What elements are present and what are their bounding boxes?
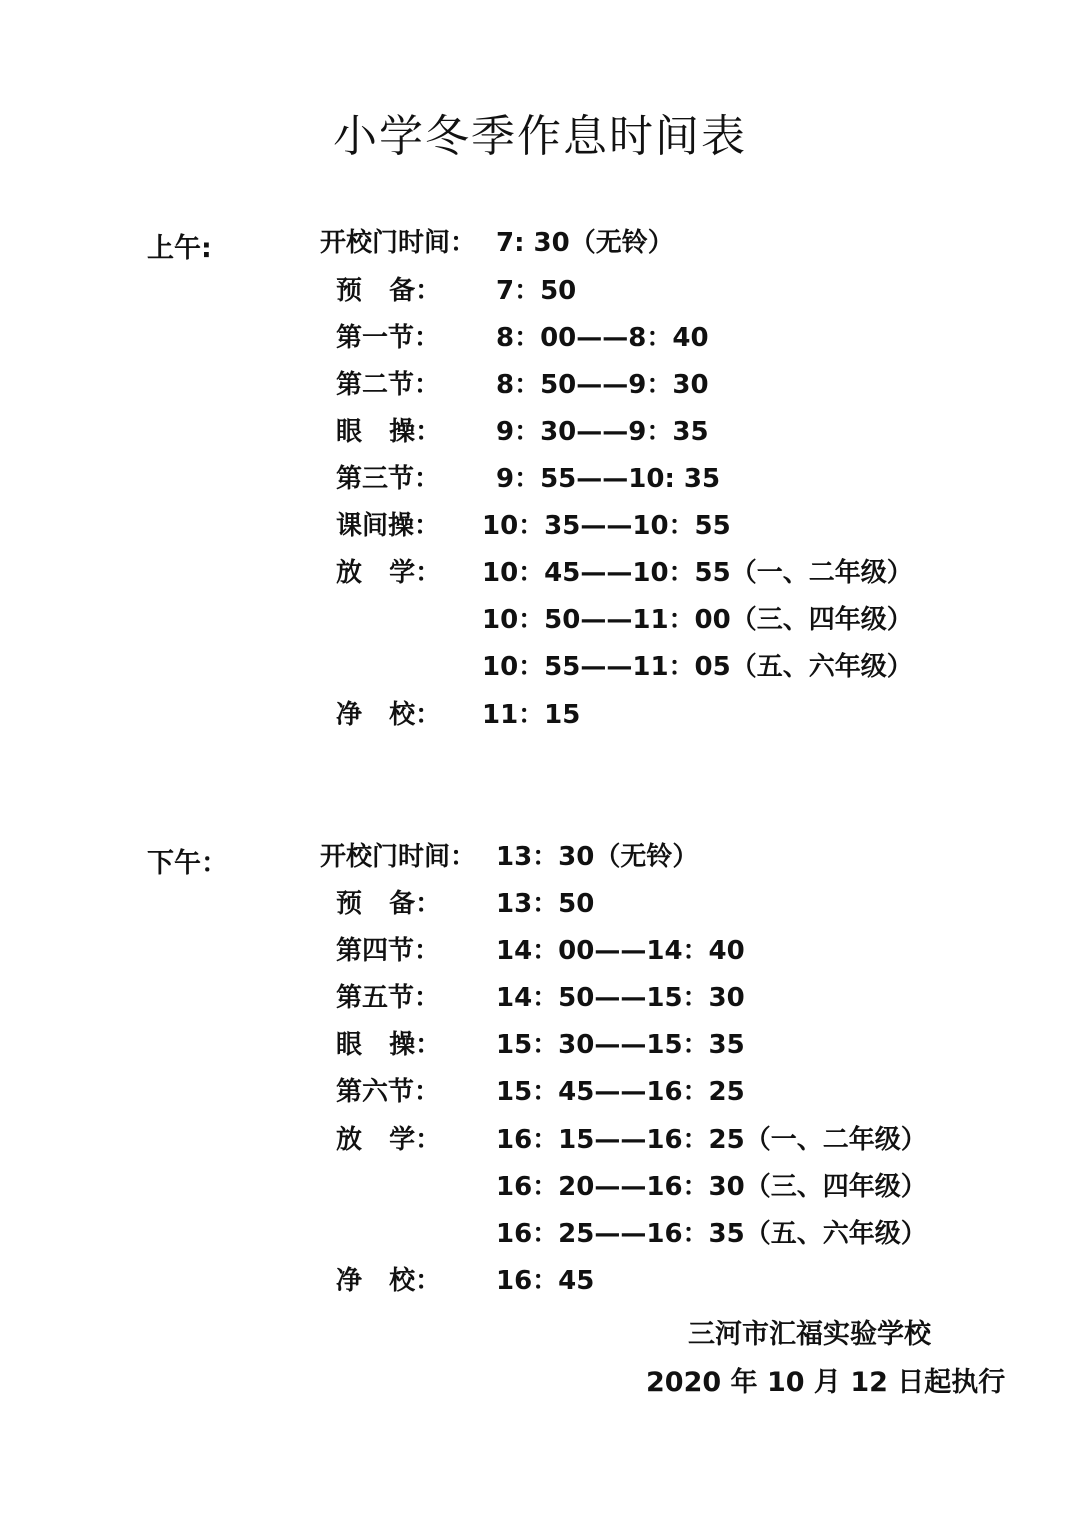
row-value: 9：30——9：35	[496, 417, 709, 447]
row-value: 15：45——16：25	[496, 1077, 745, 1107]
schedule-row-open-gate	[320, 837, 699, 877]
row-label: 放 学：	[336, 1125, 442, 1155]
schedule-row-dismissal-grade-3-4	[336, 1167, 927, 1207]
row-label: 放 学：	[336, 558, 442, 588]
row-value: 16：25——16：35（五、六年级）	[496, 1219, 927, 1249]
row-value: 13：50	[496, 889, 595, 919]
morning-label: 上午:	[147, 233, 212, 264]
row-label: 课间操：	[336, 511, 441, 541]
effective-date: 2020 年 10 月 12 日起执行	[646, 1367, 1006, 1398]
schedule-row-dismissal-grade-5-6	[336, 1214, 927, 1254]
schedule-row-clear-school	[336, 695, 581, 735]
row-value: 7: 30（无铃）	[496, 228, 674, 258]
row-label: 第二节：	[336, 370, 441, 400]
row-label: 眼 操：	[336, 1030, 442, 1060]
row-value: 8：50——9：30	[496, 370, 709, 400]
schedule-row-break-exercise	[336, 506, 731, 546]
row-label: 预 备：	[336, 889, 442, 919]
row-label: 第四节：	[336, 936, 441, 966]
row-value: 15：30——15：35	[496, 1030, 745, 1060]
row-value: 16：20——16：30（三、四年级）	[496, 1172, 927, 1202]
schedule-row-prepare	[336, 884, 595, 924]
row-value: 11：15	[482, 700, 581, 730]
schedule-row-open-gate	[320, 223, 674, 263]
row-value: 10：50——11：00（三、四年级）	[482, 605, 913, 635]
row-label: 第一节：	[336, 323, 441, 353]
row-label: 开校门时间：	[320, 228, 477, 258]
school-name: 三河市汇福实验学校	[688, 1319, 931, 1350]
page-title: 小学冬季作息时间表	[333, 111, 747, 162]
row-label: 第六节：	[336, 1077, 441, 1107]
schedule-row-dismissal	[336, 553, 913, 593]
row-label: 净 校：	[336, 1266, 442, 1296]
schedule-row-dismissal	[336, 1120, 927, 1160]
row-label: 第三节：	[336, 464, 441, 494]
schedule-row-period-4	[336, 931, 745, 971]
row-value: 16：45	[496, 1266, 595, 1296]
schedule-row-eye-exercise	[336, 1025, 745, 1065]
schedule-row-period-6	[336, 1072, 745, 1112]
row-value: 14：00——14：40	[496, 936, 745, 966]
schedule-row-dismissal-grade-5-6	[336, 647, 913, 687]
afternoon-label: 下午：	[147, 848, 228, 879]
row-value: 10：35——10：55	[482, 511, 731, 541]
row-value: 9：55——10: 35	[496, 464, 721, 494]
row-value: 10：55——11：05（五、六年级）	[482, 652, 913, 682]
row-value: 16：15——16：25（一、二年级）	[496, 1125, 927, 1155]
schedule-row-eye-exercise	[336, 412, 709, 452]
schedule-row-period-5	[336, 978, 745, 1018]
row-label: 开校门时间：	[320, 842, 477, 872]
row-label: 第五节：	[336, 983, 441, 1013]
schedule-row-prepare	[336, 271, 577, 311]
row-value: 14：50——15：30	[496, 983, 745, 1013]
schedule-row-period-3	[336, 459, 721, 499]
row-value: 7：50	[496, 276, 577, 306]
row-value: 13：30（无铃）	[496, 842, 699, 872]
schedule-row-period-1	[336, 318, 709, 358]
row-value: 8：00——8：40	[496, 323, 709, 353]
schedule-row-period-2	[336, 365, 709, 405]
row-label: 净 校：	[336, 700, 442, 730]
row-value: 10：45——10：55（一、二年级）	[482, 558, 913, 588]
row-label: 眼 操：	[336, 417, 442, 447]
schedule-row-dismissal-grade-3-4	[336, 600, 913, 640]
schedule-row-clear-school	[336, 1261, 595, 1301]
row-label: 预 备：	[336, 276, 442, 306]
